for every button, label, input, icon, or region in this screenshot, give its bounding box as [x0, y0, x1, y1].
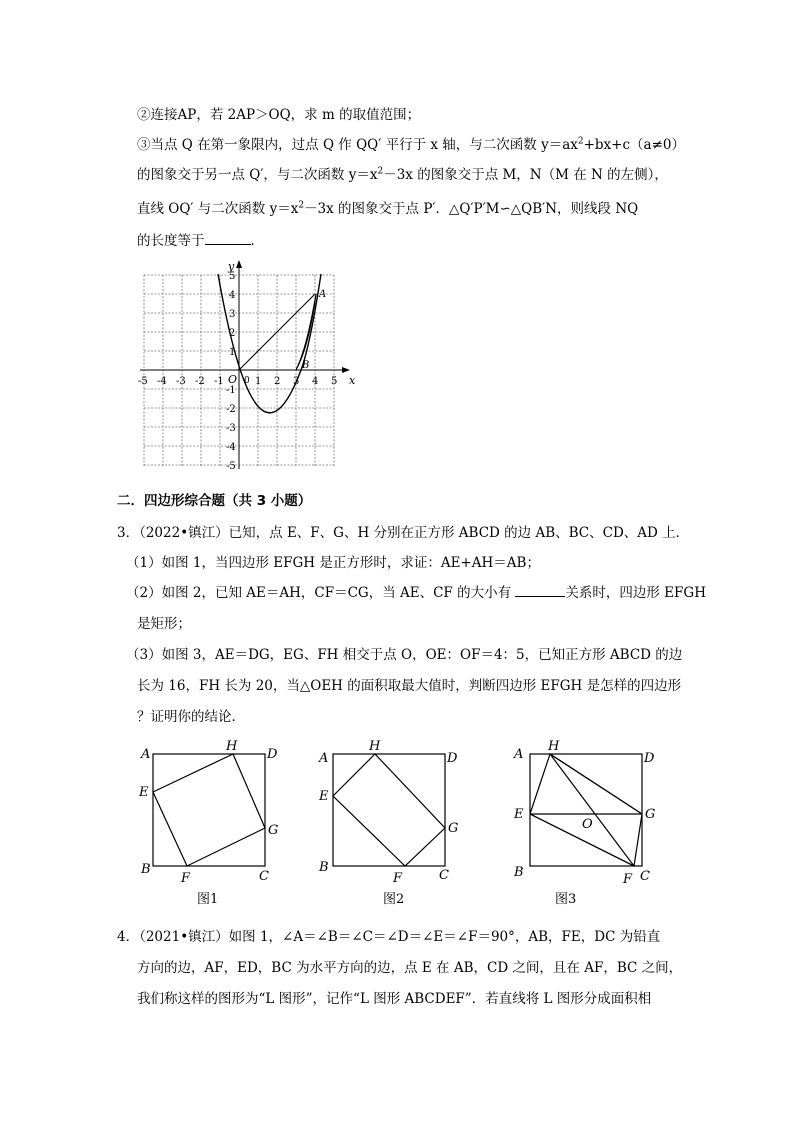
svg-text:4: 4	[229, 290, 236, 301]
svg-text:E: E	[514, 807, 524, 822]
zero-tick-label: 0	[244, 376, 250, 386]
y-tick-labels	[226, 271, 236, 472]
svg-text:C: C	[640, 869, 650, 884]
item-3-line-4: 的长度等于 ．	[137, 233, 264, 249]
svg-text:H: H	[369, 739, 381, 754]
svg-text:G: G	[645, 807, 656, 822]
figure-3-caption: 图3	[555, 892, 577, 907]
x-label: x	[349, 374, 356, 387]
q3-line-1: 3．（2022•镇江）已知，点 E、F、G、H 分别在正方形 ABCD 的边 AB、BC、CD、AD 上．	[117, 525, 690, 541]
svg-text:E: E	[139, 785, 149, 800]
svg-text:-1: -1	[226, 385, 236, 396]
point-b-label: B	[302, 360, 310, 371]
svg-text:C: C	[259, 869, 269, 884]
svg-text:E: E	[319, 789, 329, 804]
svg-text:1: 1	[255, 376, 262, 387]
svg-text:-5: -5	[226, 461, 236, 472]
q4-line-1: 4．（2021•镇江）如图 1，∠A＝∠B＝∠C＝∠D＝∠E＝∠F＝90°，AB，FE，DC 为铅直	[117, 929, 661, 945]
q4-line-3: 我们称这样的图形为“L 图形”，记作“L 图形 ABCDEF”．若直线将 L 图形分成面积相	[137, 991, 652, 1007]
section-title: 二．四边形综合题（共 3 小题）	[117, 493, 312, 509]
svg-text:B: B	[514, 865, 524, 880]
q3-line-6: 长为 16，FH 长为 20，当△OEH 的面积取最大值时，判断四边形 EFGH 是怎样的四边形	[137, 678, 682, 694]
svg-text:D: D	[644, 751, 655, 766]
svg-text:G: G	[448, 821, 459, 836]
y-arrow-icon	[236, 260, 242, 268]
svg-text:F: F	[181, 871, 191, 886]
x-tick-labels	[138, 376, 337, 387]
point-a-label: A	[319, 289, 327, 300]
figure-1	[135, 738, 295, 910]
y-label: y	[228, 260, 235, 273]
x-arrow-icon	[342, 367, 350, 373]
item-2-text: ②连接AP，若 2AP＞OQ，求 m 的取值范围；	[137, 107, 421, 123]
svg-text:5: 5	[331, 376, 338, 387]
figure-2	[315, 738, 475, 910]
q3-line-3: （2）如图 2，已知 AE＝AH，CF＝CG，当 AE、CF 的大小有 关系时，四边形 EFGH	[126, 585, 706, 601]
svg-text:H: H	[226, 739, 238, 754]
svg-text:-4: -4	[226, 442, 236, 453]
svg-text:-2: -2	[226, 404, 236, 415]
svg-text:C: C	[439, 868, 449, 883]
svg-text:-4: -4	[157, 376, 167, 387]
svg-text:-5: -5	[138, 376, 148, 387]
svg-text:2: 2	[229, 328, 236, 339]
svg-text:G: G	[268, 823, 279, 838]
svg-text:O: O	[582, 817, 593, 832]
svg-text:F: F	[623, 872, 633, 887]
svg-text:D: D	[267, 747, 278, 762]
svg-text:-3: -3	[176, 376, 186, 387]
figure-2-caption: 图2	[383, 892, 405, 907]
svg-text:A: A	[514, 747, 524, 762]
q3-answer-blank[interactable]	[515, 584, 565, 597]
svg-text:H: H	[548, 739, 560, 754]
svg-text:A: A	[319, 751, 329, 766]
svg-text:B: B	[319, 860, 329, 875]
svg-text:-3: -3	[226, 423, 236, 434]
answer-blank[interactable]	[205, 232, 251, 245]
figure-1-caption: 图1	[197, 892, 219, 907]
svg-text:A: A	[141, 747, 151, 762]
q3-line-4: 是矩形；	[137, 616, 191, 632]
svg-text:-1: -1	[214, 376, 224, 387]
q4-line-2: 方向的边，AF，ED，BC 为水平方向的边，点 E 在 AB，CD 之间，且在 AF，BC 之间，	[137, 960, 683, 976]
svg-text:1: 1	[229, 347, 236, 358]
item-3-line-2: 的图象交于另一点 Q′，与二次函数 $y=x^2-3x$ 的图象交于点 M，N（M 在 N 的左侧），	[137, 166, 668, 183]
svg-text:3: 3	[229, 309, 236, 320]
svg-text:B: B	[141, 862, 151, 877]
svg-text:F: F	[393, 871, 403, 886]
parabola-graph	[130, 258, 360, 473]
svg-text:D: D	[447, 751, 458, 766]
item-3-line-1: ③当点 Q 在第一象限内，过点 Q 作 QQ′ 平行于 x 轴，与二次函数 $y=ax^2+bx+c(a\ne 0)$	[137, 136, 685, 153]
svg-text:-2: -2	[195, 376, 205, 387]
origin-label: O	[228, 373, 238, 386]
item-3-line-3: 直线 OQ′ 与二次函数 $y=x^2-3x$ 的图象交于点 P′．△Q′P′M∽△QB′N，则线段 NQ	[137, 200, 639, 217]
figure-3	[510, 738, 670, 910]
q3-line-2: （1）如图 1，当四边形 EFGH 是正方形时，求证：AE+AH＝AB；	[126, 555, 540, 571]
svg-text:5: 5	[229, 271, 236, 282]
svg-text:3: 3	[293, 376, 300, 387]
q3-line-7: ？证明你的结论．	[137, 709, 245, 725]
svg-text:2: 2	[274, 376, 281, 387]
svg-text:4: 4	[312, 376, 319, 387]
q3-line-5: （3）如图 3，AE＝DG，EG、FH 相交于点 O，OE：OF＝4：5，已知正方形 ABCD 的边	[126, 647, 683, 663]
